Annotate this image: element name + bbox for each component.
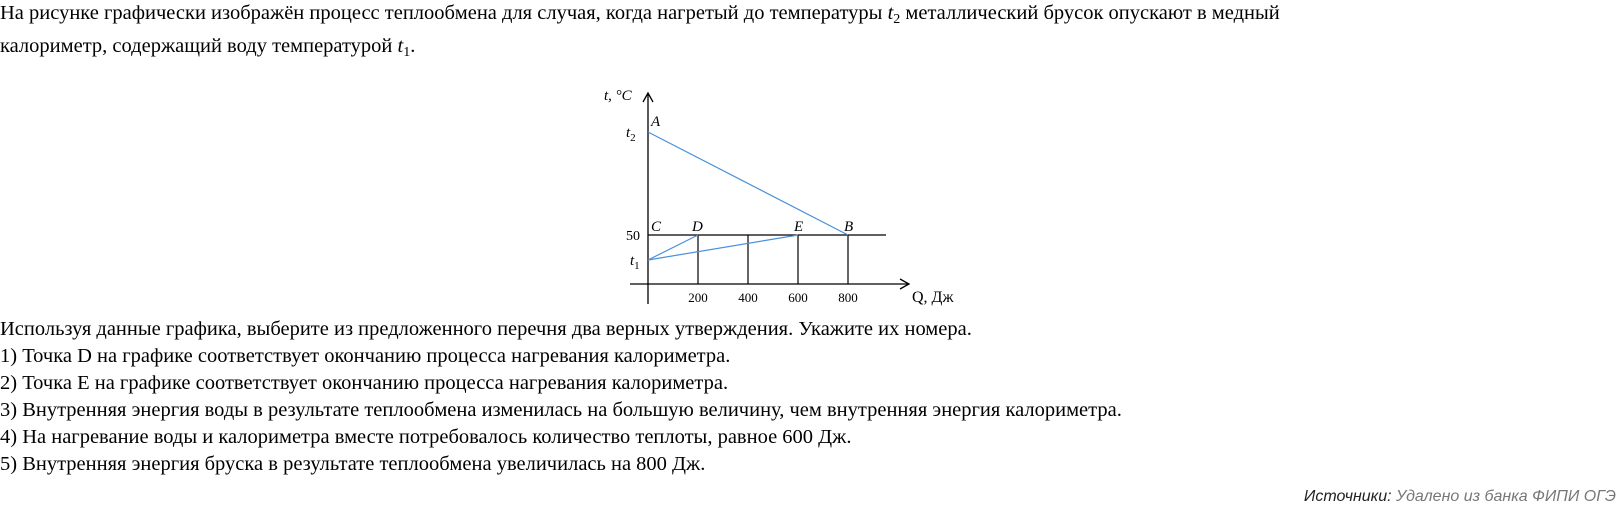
question-block (0, 316, 1122, 478)
option-1: 1) Точка D на графике соответствует окончанию процесса нагревания калориметра. (0, 345, 731, 367)
option-3: 3) Внутренняя энергия воды в результате теплообмена изменилась на большую величину, чем внутренняя энергия калориметра. (0, 399, 1122, 421)
y-tick-t1-sub: 1 (634, 260, 640, 272)
y-tick-50: 50 (626, 229, 640, 244)
intro-line-2 (0, 33, 1280, 66)
intro-text-4: . (410, 35, 416, 57)
source-note (1304, 488, 1616, 506)
point-label-D: D (692, 219, 703, 235)
point-label-A: A (651, 114, 661, 130)
intro-text-3: калориметр, содержащий воду температурой (0, 35, 398, 57)
intro-line-1 (0, 0, 1280, 33)
option-5: 5) Внутренняя энергия бруска в результате теплообмена увеличилась на 800 Дж. (0, 453, 706, 475)
option-2: 2) Точка E на графике соответствует окончанию процесса нагревания калориметра. (0, 372, 729, 394)
x-tick-200: 200 (688, 290, 708, 305)
option-4: 4) На нагревание воды и калориметра вместе потребовалось количество теплоты, равное 600 Дж. (0, 426, 852, 448)
t1-symbol: $t_1$ (397, 35, 411, 60)
y-axis-label: t, °C (604, 88, 632, 104)
x-tick-600: 600 (788, 290, 808, 305)
y-tick-t1: $t_1$ (630, 253, 640, 272)
question-prompt: Используя данные графика, выберите из предложенного перечня два верных утверждения. Укажите их номера. (0, 318, 972, 340)
y-tick-t2-sub: 2 (630, 132, 636, 144)
graph-axes (630, 93, 909, 304)
graph-labels (604, 88, 954, 306)
problem-intro (0, 0, 1280, 66)
x-tick-400: 400 (738, 290, 758, 305)
series-line-3 (648, 235, 798, 260)
x-axis-label: Q, Дж (912, 289, 954, 306)
intro-text-1: На рисунке графически изображён процесс теплообмена для случая, когда нагретый до температуры (0, 2, 888, 24)
point-label-C: C (651, 219, 662, 235)
series-line-1 (648, 132, 848, 235)
heat-exchange-graph (590, 80, 990, 310)
t2-symbol: $t_2$ (887, 2, 901, 27)
point-label-E: E (794, 219, 804, 235)
point-label-B: B (844, 219, 854, 235)
intro-text-2: металлический брусок опускают в медный (900, 2, 1280, 24)
source-label: Источники: (1303, 488, 1392, 505)
source-value: Удалено из банка ФИПИ ОГЭ (1396, 488, 1616, 505)
x-tick-800: 800 (838, 290, 858, 305)
y-tick-t2: $t_2$ (626, 125, 636, 144)
